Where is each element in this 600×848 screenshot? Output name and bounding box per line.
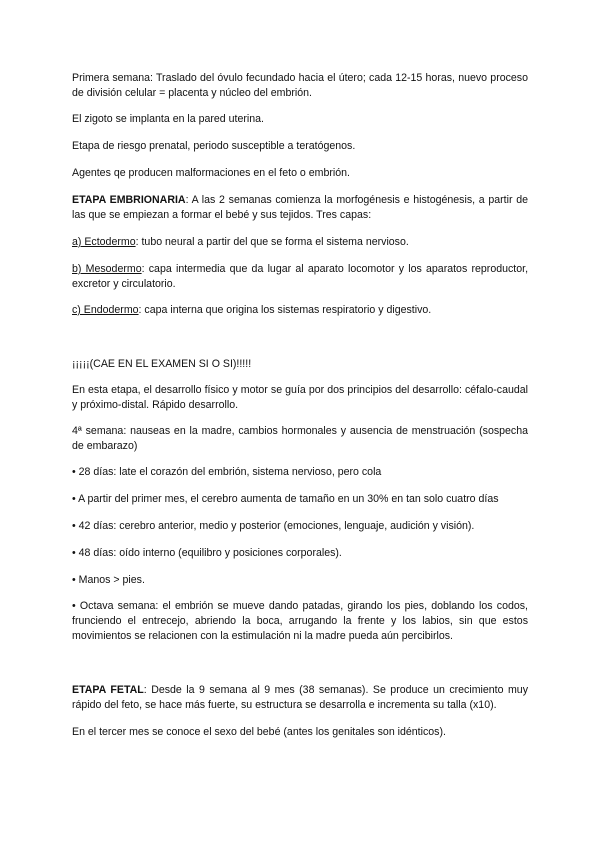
paragraph-mesodermo: [72, 262, 528, 292]
list-item-28-dias: • 28 días: late el corazón del embrión, sistema nervioso, pero cola: [72, 466, 382, 478]
paragraph-ectodermo: [72, 235, 528, 250]
ectodermo-text: : tubo neural a partir del que se forma el sistema nervioso.: [135, 236, 409, 248]
paragraph-exam-warning: ¡¡¡¡¡(CAE EN EL EXAMEN SI O SI)!!!!!: [72, 358, 252, 370]
paragraph-etapa-fetal: [72, 683, 528, 713]
list-item-42-dias: • 42 días: cerebro anterior, medio y posterior (emociones, lenguaje, audición y visión).: [72, 520, 475, 532]
paragraph-cuarta-semana: 4ª semana: nauseas en la madre, cambios hormonales y ausencia de menstruación (sospecha de embarazo): [72, 425, 528, 452]
paragraph-zigoto: El zigoto se implanta en la pared uterina.: [72, 113, 264, 125]
list-item-octava-semana: • Octava semana: el embrión se mueve dando patadas, girando los pies, doblando los codos, frunciendo el entrecejo, abriendo la boca, arrugando la frente y los labios, sin que estos movimientos se relacionen con la estimulación ni la madre pueda aún percibirlos.: [72, 600, 528, 642]
paragraph-riesgo-prenatal: Etapa de riesgo prenatal, periodo susceptible a teratógenos.: [72, 140, 356, 152]
heading-etapa-fetal: ETAPA FETAL: [72, 684, 144, 696]
mesodermo-text: : capa intermedia que da lugar al aparato locomotor y los aparatos reproductor, excretor y circulatorio.: [72, 263, 529, 290]
etapa-fetal-text: : Desde la 9 semana al 9 mes (38 semanas). Se produce un crecimiento muy rápido del feto, se hace más fuerte, su estructura se desarrolla e incrementa su talla (x10).: [72, 684, 528, 711]
heading-etapa-embrionaria: ETAPA EMBRIONARIA: [72, 194, 186, 206]
endodermo-text: : capa interna que origina los sistemas respiratorio y digestivo.: [138, 304, 432, 316]
paragraph-endodermo: [72, 303, 528, 318]
etapa-embrionaria-text: : A las 2 semanas comienza la morfogénesis e histogénesis, a partir de las que se empiezan a formar el bebé y sus tejidos. Tres capas:: [72, 194, 528, 221]
paragraph-agentes: Agentes qe producen malformaciones en el feto o embrión.: [72, 167, 350, 179]
paragraph-desarrollo: En esta etapa, el desarrollo físico y motor se guía por dos principios del desarrollo: céfalo-caudal y próximo-distal. Rápido desarrollo.: [72, 384, 528, 411]
label-ectodermo: a) Ectodermo: [72, 236, 136, 248]
paragraph-sexo-bebe: En el tercer mes se conoce el sexo del bebé (antes los genitales son idénticos).: [72, 726, 446, 738]
paragraph-etapa-embrionaria: [72, 193, 528, 223]
list-item-manos-pies: • Manos > pies.: [72, 574, 145, 586]
label-mesodermo: b) Mesodermo: [72, 263, 142, 275]
label-endodermo: c) Endodermo: [72, 304, 139, 316]
list-item-48-dias: • 48 días: oído interno (equilibro y posiciones corporales).: [72, 547, 342, 559]
paragraph-primera-semana: Primera semana: Traslado del óvulo fecundado hacia el útero; cada 12-15 horas, nuevo proceso de división celular = placenta y núcleo del embrión.: [72, 72, 528, 99]
list-item-primer-mes: • A partir del primer mes, el cerebro aumenta de tamaño en un 30% en tan solo cuatro días: [72, 493, 499, 505]
